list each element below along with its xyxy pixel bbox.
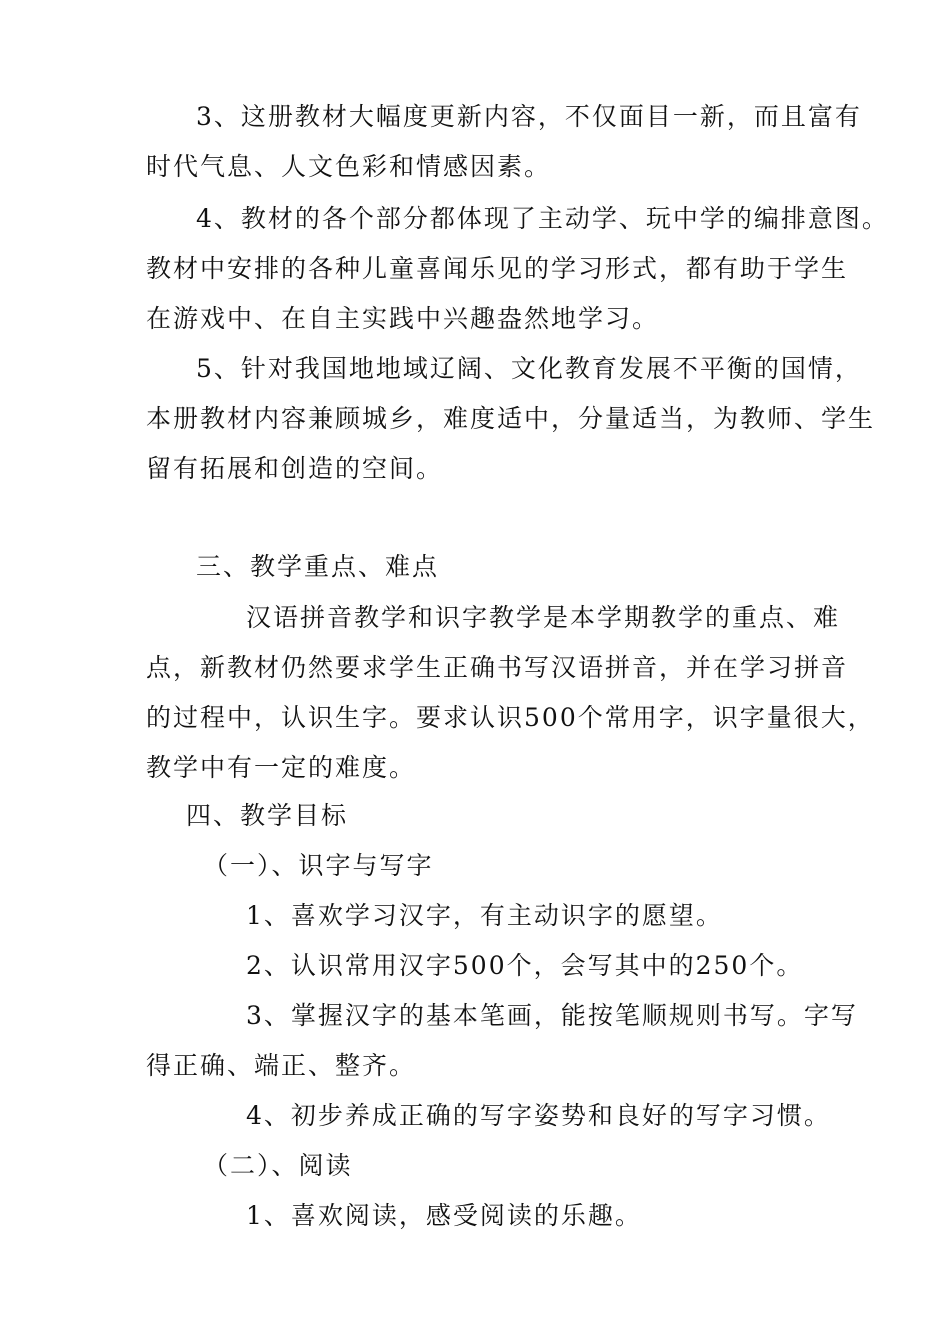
- paragraph-line: 点，新教材仍然要求学生正确书写汉语拼音，并在学习拼音: [146, 653, 849, 682]
- paragraph-line: 教材中安排的各种儿童喜闻乐见的学习形式，都有助于学生: [146, 254, 849, 283]
- paragraph-line: 4、教材的各个部分都体现了主动学、玩中学的编排意图。: [196, 204, 889, 233]
- subsection-heading: （一）、识字与写字: [203, 851, 434, 880]
- paragraph-line: 本册教材内容兼顾城乡，难度适中，分量适当，为教师、学生: [146, 404, 876, 433]
- paragraph-line: 留有拓展和创造的空间。: [146, 454, 444, 483]
- list-item: 3、掌握汉字的基本笔画，能按笔顺规则书写。字写: [246, 1001, 858, 1030]
- paragraph-line: 教学中有一定的难度。: [146, 753, 417, 782]
- subsection-heading: （二）、阅读: [203, 1151, 353, 1180]
- section-heading: 三、教学重点、难点: [196, 552, 440, 581]
- paragraph-line: 时代气息、人文色彩和情感因素。: [146, 152, 552, 181]
- list-item: 1、喜欢学习汉字，有主动识字的愿望。: [246, 901, 723, 930]
- section-heading: 四、教学目标: [186, 801, 349, 830]
- list-item: 4、初步养成正确的写字姿势和良好的写字习惯。: [246, 1101, 831, 1130]
- list-item: 2、认识常用汉字500个，会写其中的250个。: [246, 951, 804, 980]
- paragraph-line: 在游戏中、在自主实践中兴趣盎然地学习。: [146, 304, 660, 333]
- paragraph-line: 5、针对我国地地域辽阔、文化教育发展不平衡的国情，: [196, 354, 862, 383]
- paragraph-line: 3、这册教材大幅度更新内容，不仅面目一新，而且富有: [196, 102, 862, 131]
- list-item: 1、喜欢阅读，感受阅读的乐趣。: [246, 1201, 642, 1230]
- paragraph-line: 的过程中，认识生字。要求认识500个常用字，识字量很大，: [146, 703, 875, 732]
- list-item-continuation: 得正确、端正、整齐。: [146, 1051, 417, 1080]
- paragraph-line: 汉语拼音教学和识字教学是本学期教学的重点、难: [246, 603, 841, 632]
